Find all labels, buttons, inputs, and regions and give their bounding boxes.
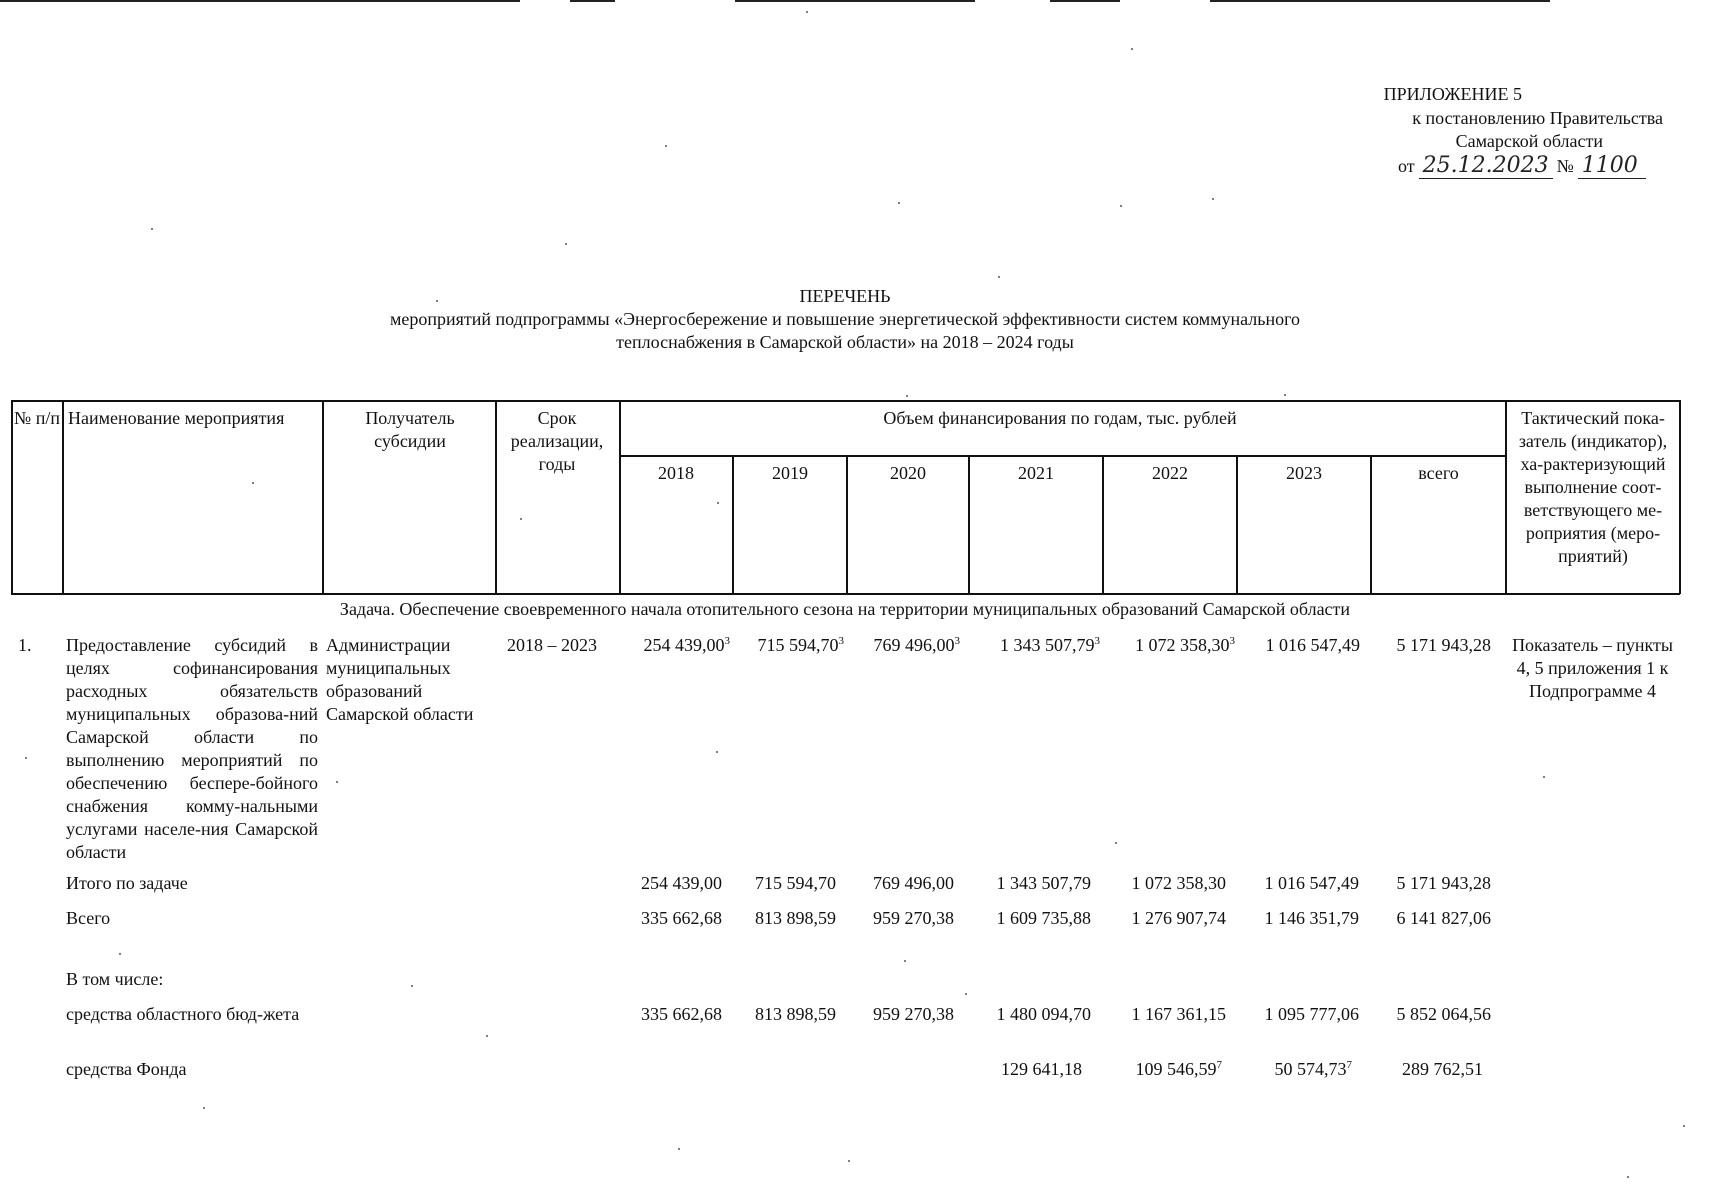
scan-edge	[1210, 0, 1550, 2]
row1-term: 2018 – 2023	[507, 635, 597, 655]
header-year-2021: 2021	[1018, 463, 1054, 483]
total-task-total: 5 171 943,28	[1396, 873, 1491, 893]
total-task-2021: 1 343 507,79	[996, 873, 1091, 893]
row1-num: 1.	[18, 635, 32, 655]
regional-2018: 335 662,68	[641, 1004, 722, 1024]
total-task-label: Итого по задаче	[66, 873, 188, 893]
appendix-region: Самарской области	[1455, 131, 1603, 151]
total-2023: 1 146 351,79	[1264, 908, 1359, 928]
row1-value-total: 5 171 943,28	[1396, 635, 1491, 655]
row1-value-2021: 1 343 507,79$^3$	[1000, 635, 1100, 655]
total-2018: 335 662,68	[641, 908, 722, 928]
row1-value-2020: 769 496,00$^3$	[873, 635, 960, 655]
handwritten-date: 25.12.2023	[1419, 153, 1553, 179]
appendix-label: ПРИЛОЖЕНИЕ 5	[1383, 84, 1522, 104]
regional-total: 5 852 064,56	[1396, 1004, 1491, 1024]
total-task-2018: 254 439,00	[641, 873, 722, 893]
regional-2022: 1 167 361,15	[1131, 1004, 1226, 1024]
fund-2021: 129 641,18	[1001, 1059, 1082, 1079]
total-task-2020: 769 496,00	[873, 873, 954, 893]
scan-edge	[0, 0, 520, 2]
appendix-resolution: к постановлению Правительства	[1412, 108, 1663, 128]
document-title-line1: мероприятий подпрограммы «Энергосбережение и повышение энергетической эффективности систем коммунального	[389, 309, 1301, 329]
regional-budget-label: средства областного бюд-жета	[66, 1004, 300, 1024]
document-title-line2: теплоснабжения в Самарской области» на 2018 – 2024 годы	[616, 332, 1074, 352]
header-term: Срок реализации, годы	[510, 408, 604, 474]
total-2020: 959 270,38	[873, 908, 954, 928]
row1-value-2018: 254 439,00$^3$	[643, 635, 730, 655]
scan-edge	[570, 0, 615, 2]
header-year-2019: 2019	[772, 463, 808, 483]
regional-2019: 813 898,59	[755, 1004, 836, 1024]
row1-name: Предоставление субсидий в целях софинансирования расходных обязательств муниципальных образова-ний Самарской области по выполнению мероприятий по обеспечению беспере-бойного снабжения комму-нальными услугами населе-ния Самарской области	[66, 635, 318, 862]
regional-2023: 1 095 777,06	[1264, 1004, 1359, 1024]
total-task-2023: 1 016 547,49	[1264, 873, 1359, 893]
including-label: В том числе:	[66, 969, 164, 989]
row1-value-2019: 715 594,70$^3$	[757, 635, 844, 655]
fund-2023: 50 574,73$^7$	[1274, 1059, 1352, 1079]
header-year-2020: 2020	[890, 463, 926, 483]
header-indicator: Тактический пока-затель (индикатор), ха-рактеризующий выполнение соот-ветствующего ме-роприятия (меро-приятий)	[1518, 408, 1668, 566]
total-2019: 813 898,59	[755, 908, 836, 928]
document-heading: ПЕРЕЧЕНЬ	[799, 286, 891, 306]
row1-value-2023: 1 016 547,49	[1265, 635, 1360, 655]
total-task-2019: 715 594,70	[755, 873, 836, 893]
handwritten-number: 1100	[1578, 153, 1646, 179]
header-year-2023: 2023	[1286, 463, 1322, 483]
row1-indicator: Показатель – пункты 4, 5 приложения 1 к Подпрограмме 4	[1512, 635, 1673, 701]
date-prefix: от	[1398, 156, 1415, 176]
fund-label: средства Фонда	[66, 1059, 187, 1079]
task-heading: Задача. Обеспечение своевременного начала отопительного сезона на территории муниципальных образований Самарской области	[339, 599, 1351, 619]
total-2022: 1 276 907,74	[1131, 908, 1226, 928]
row1-recipient: Администрации муниципальных образований Самарской области	[326, 635, 474, 724]
fund-total: 289 762,51	[1402, 1059, 1483, 1079]
total-task-2022: 1 072 358,30	[1131, 873, 1226, 893]
header-name: Наименование мероприятия	[68, 408, 285, 428]
fund-2022: 109 546,59$^7$	[1135, 1059, 1222, 1079]
header-recipient: Получатель субсидии	[365, 408, 455, 451]
header-total: всего	[1418, 463, 1459, 483]
regional-2020: 959 270,38	[873, 1004, 954, 1024]
scan-edge	[735, 0, 975, 2]
regional-2021: 1 480 094,70	[996, 1004, 1091, 1024]
header-year-2022: 2022	[1152, 463, 1188, 483]
total-2021: 1 609 735,88	[996, 908, 1091, 928]
appendix-date-number	[1398, 153, 1646, 179]
header-year-2018: 2018	[658, 463, 694, 483]
scan-edge	[1050, 0, 1120, 2]
header-num: № п/п	[14, 408, 60, 428]
total-label: Всего	[66, 908, 111, 928]
row1-value-2022: 1 072 358,30$^3$	[1135, 635, 1235, 655]
number-prefix: №	[1556, 156, 1574, 176]
total-total: 6 141 827,06	[1396, 908, 1491, 928]
header-funding: Объем финансирования по годам, тыс. рублей	[883, 408, 1237, 428]
